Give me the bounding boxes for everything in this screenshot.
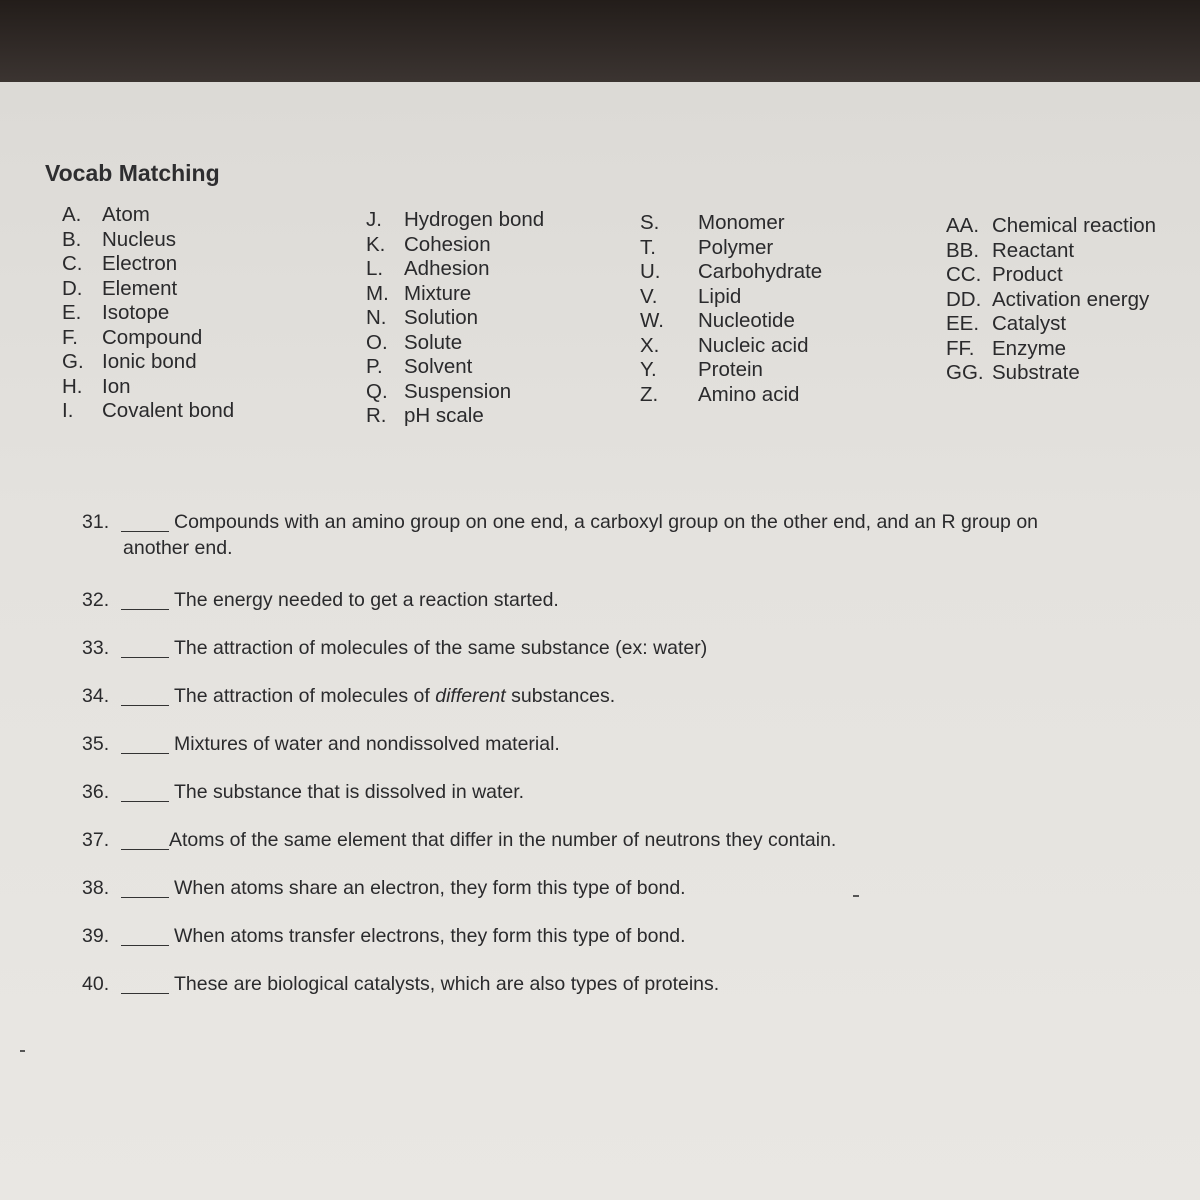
vocab-letter: V. <box>640 284 658 308</box>
vocab-column-4 <box>946 214 1156 386</box>
vocab-column-2 <box>366 208 544 429</box>
vocab-column-3 <box>640 211 822 407</box>
vocab-letter: A. <box>62 203 82 226</box>
vocab-item <box>62 277 234 302</box>
vocab-term: Adhesion <box>404 257 490 280</box>
vocab-letter: GG. <box>946 361 984 384</box>
vocab-item <box>640 358 822 383</box>
vocab-term: Nucleus <box>102 227 177 251</box>
vocab-item <box>640 383 822 408</box>
vocab-letter: D. <box>62 276 83 300</box>
vocab-term: Enzyme <box>992 336 1067 360</box>
vocab-letter: FF. <box>946 336 975 360</box>
question-text: The attraction of molecules of the same substance (ex: water) <box>174 637 708 659</box>
vocab-term: Nucleic acid <box>698 333 809 357</box>
vocab-item <box>366 380 544 405</box>
answer-blank[interactable] <box>121 753 169 754</box>
vocab-term: Electron <box>102 252 178 275</box>
answer-blank[interactable] <box>121 531 169 532</box>
vocab-letter: N. <box>366 306 387 329</box>
vocab-item <box>62 375 234 400</box>
vocab-item <box>366 257 544 282</box>
vocab-term: Monomer <box>698 211 785 234</box>
vocab-term: Compound <box>102 325 203 349</box>
question-number: 32. <box>82 589 110 611</box>
vocab-term: Nucleotide <box>698 309 795 332</box>
vocab-letter: L. <box>366 257 384 280</box>
vocab-column-1 <box>62 203 234 424</box>
vocab-letter: DD. <box>946 287 982 311</box>
vocab-letter: U. <box>640 260 661 283</box>
vocab-term: Solute <box>404 330 463 354</box>
question-text-emphasis: different <box>435 685 506 707</box>
vocab-item <box>366 282 544 307</box>
vocab-letter: CC. <box>946 263 982 286</box>
vocab-item <box>640 236 822 261</box>
vocab-term: Element <box>102 276 178 300</box>
vocab-item <box>62 228 234 253</box>
vocab-letter: C. <box>62 252 83 275</box>
question-number: 31. <box>82 511 110 533</box>
answer-blank[interactable] <box>121 945 169 946</box>
vocab-term: Chemical reaction <box>992 214 1157 237</box>
vocab-term: Ion <box>102 374 131 398</box>
question-text: The substance that is dissolved in water. <box>174 781 525 803</box>
vocab-letter: BB. <box>946 238 980 262</box>
vocab-term: Lipid <box>698 284 742 308</box>
vocab-item <box>366 331 544 356</box>
question-number: 39. <box>82 925 110 947</box>
question-text: These are biological catalysts, which are also types of proteins. <box>174 973 720 995</box>
answer-blank[interactable] <box>121 609 169 610</box>
vocab-term: Product <box>992 263 1063 286</box>
vocab-letter: Z. <box>640 382 659 406</box>
vocab-letter: T. <box>640 235 656 259</box>
question-text-start: The attraction of molecules of <box>174 685 436 707</box>
vocab-item <box>640 260 822 285</box>
vocab-term: Substrate <box>992 361 1080 384</box>
vocab-item <box>946 214 1156 239</box>
vocab-term: Covalent bond <box>102 399 235 422</box>
stray-pencil-mark <box>853 895 859 897</box>
vocab-item <box>62 350 234 375</box>
answer-blank[interactable] <box>121 897 169 898</box>
vocab-letter: EE. <box>946 312 980 335</box>
vocab-letter: M. <box>366 281 389 305</box>
vocab-item <box>946 263 1156 288</box>
vocab-item <box>62 203 234 228</box>
vocab-letter: K. <box>366 232 386 256</box>
vocab-term: Ionic bond <box>102 350 197 373</box>
vocab-term: Mixture <box>404 281 472 305</box>
question-text-end: substances. <box>505 685 616 707</box>
vocab-term: pH scale <box>404 404 484 427</box>
vocab-letter: S. <box>640 211 660 234</box>
vocab-item <box>640 285 822 310</box>
vocab-letter: F. <box>62 325 78 349</box>
vocab-item <box>62 301 234 326</box>
vocab-item <box>366 233 544 258</box>
vocab-term: Carbohydrate <box>698 260 823 283</box>
vocab-item <box>946 239 1156 264</box>
question-text: Atoms of the same element that differ in the number of neutrons they contain. <box>169 829 837 851</box>
question-text: Mixtures of water and nondissolved material. <box>174 733 560 755</box>
vocab-item <box>366 208 544 233</box>
vocab-item <box>640 309 822 334</box>
answer-blank[interactable] <box>121 849 169 850</box>
vocab-term: Atom <box>102 203 150 226</box>
vocab-letter: J. <box>366 208 382 231</box>
question-text: When atoms share an electron, they form this type of bond. <box>174 877 686 899</box>
vocab-term: Activation energy <box>992 287 1150 311</box>
vocab-item <box>62 399 234 424</box>
vocab-term: Cohesion <box>404 232 491 256</box>
vocab-item <box>946 361 1156 386</box>
question-number: 33. <box>82 637 110 659</box>
vocab-letter: E. <box>62 301 82 324</box>
vocab-letter: B. <box>62 227 82 251</box>
question-text: The energy needed to get a reaction started. <box>174 589 559 611</box>
vocab-term: Solution <box>404 306 479 329</box>
vocab-letter: R. <box>366 404 387 427</box>
question-number: 35. <box>82 733 110 755</box>
vocab-letter: O. <box>366 330 388 354</box>
vocab-term: Polymer <box>698 235 774 259</box>
vocab-letter: X. <box>640 333 660 357</box>
vocab-item <box>62 326 234 351</box>
question-number: 37. <box>82 829 110 851</box>
vocab-item <box>946 288 1156 313</box>
vocab-letter: G. <box>62 350 84 373</box>
vocab-item <box>366 306 544 331</box>
dark-background-band <box>0 0 1200 82</box>
question-text: Compounds with an amino group on one end, a carboxyl group on the other end, and an R group on <box>174 511 1039 533</box>
vocab-item <box>640 334 822 359</box>
answer-blank[interactable] <box>121 705 169 706</box>
vocab-letter: Q. <box>366 379 388 403</box>
vocab-item <box>946 337 1156 362</box>
answer-blank[interactable] <box>121 801 169 802</box>
vocab-letter: H. <box>62 374 83 398</box>
page-title: Vocab Matching <box>45 160 220 186</box>
vocab-item <box>366 404 544 429</box>
question-text <box>174 685 615 708</box>
stray-pencil-mark <box>20 1050 25 1052</box>
vocab-letter: AA. <box>946 214 980 237</box>
question-number: 34. <box>82 685 110 707</box>
question-text-continuation: another end. <box>123 537 233 559</box>
answer-blank[interactable] <box>121 993 169 994</box>
vocab-item <box>640 211 822 236</box>
question-number: 38. <box>82 877 110 899</box>
vocab-term: Reactant <box>992 238 1075 262</box>
vocab-term: Hydrogen bond <box>404 208 545 231</box>
vocab-term: Suspension <box>404 379 512 403</box>
vocab-term: Catalyst <box>992 312 1067 335</box>
answer-blank[interactable] <box>121 657 169 658</box>
vocab-term: Amino acid <box>698 382 800 406</box>
vocab-term: Protein <box>698 358 763 381</box>
question-number: 40. <box>82 973 110 995</box>
vocab-letter: P. <box>366 355 383 378</box>
vocab-item <box>62 252 234 277</box>
vocab-term: Isotope <box>102 301 170 324</box>
vocab-item <box>946 312 1156 337</box>
vocab-item <box>366 355 544 380</box>
vocab-letter: I. <box>62 399 74 422</box>
vocab-letter: Y. <box>640 358 657 381</box>
question-text: When atoms transfer electrons, they form this type of bond. <box>174 925 686 947</box>
vocab-letter: W. <box>640 309 664 332</box>
question-number: 36. <box>82 781 110 803</box>
vocab-term: Solvent <box>404 355 473 378</box>
